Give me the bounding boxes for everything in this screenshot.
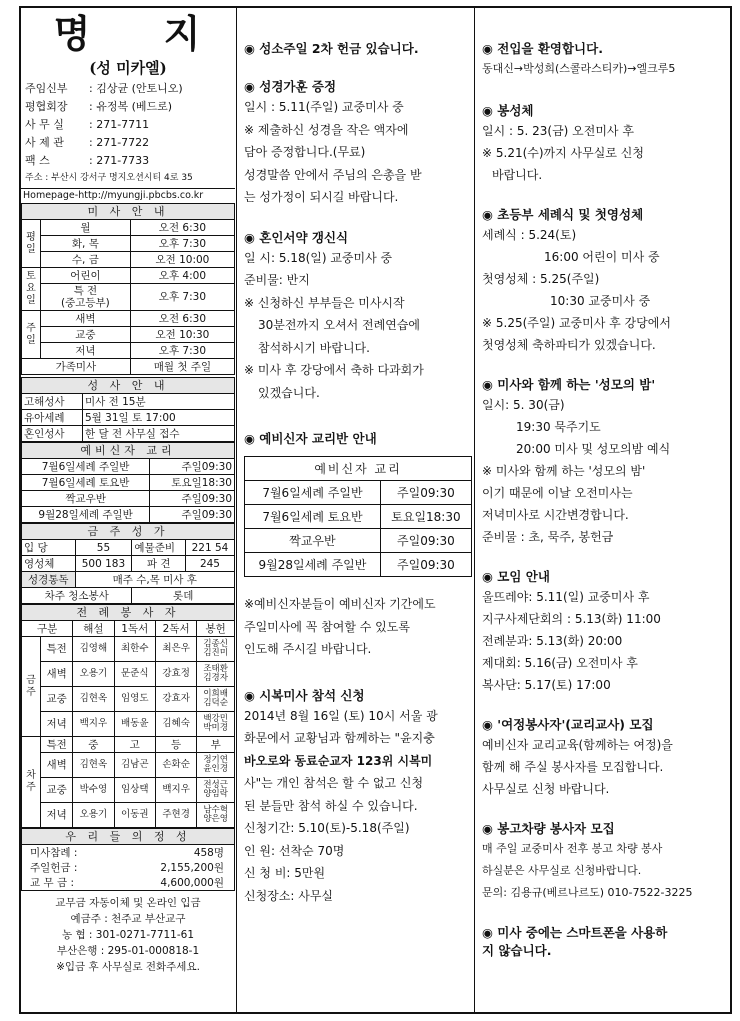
hymn-number: 55 (75, 540, 132, 556)
notice-line: 화문에서 교황님과 함께하는 "윤지충 (244, 731, 435, 745)
class-time: 주일09:30 (380, 481, 471, 505)
bible-reading-label: 성경통독 (22, 572, 76, 588)
bank-line: ※입금 후 사무실로 전화주세요. (56, 961, 200, 973)
notice-line: ※ 5.21(수)까지 사무실로 신청 (482, 146, 644, 160)
right-column (482, 8, 727, 960)
notice-line: 인도해 주시길 바랍니다. (244, 642, 372, 656)
notice-line: 참석하시기 바랍니다. (258, 340, 370, 355)
servers-col: 1독서 (114, 621, 155, 637)
notice-line: 30분전까지 오셔서 전례연습에 (258, 318, 421, 332)
mass-day: 특 전 (중고등부) (41, 284, 131, 311)
sacrament-info: 5월 31일 토 17:00 (83, 410, 235, 426)
server-name: 강효정 (155, 662, 196, 687)
class-time: 주일09:30 (150, 459, 235, 475)
servers-col: 봉헌 (197, 621, 235, 637)
notice-title: ◉ 봉고차량 봉사자 모집 (482, 821, 615, 836)
server-name: 백지우 (155, 778, 196, 803)
notice-title: ◉ 성소주일 2차 헌금 있습니다. (244, 41, 419, 56)
notice-line: 신 청 비: 5만원 (244, 866, 326, 880)
server-name: 이희배 김덕순 (197, 687, 235, 712)
catechumen-table-small (21, 442, 235, 523)
offering-label: 미사참례 : (22, 845, 114, 861)
notice-title: ◉ 모임 안내 (482, 569, 550, 584)
info-label: 팩 스 (25, 154, 50, 167)
notice-line: 사"는 개인 참석은 할 수 없고 신청 (244, 776, 424, 790)
server-name: 문준식 (114, 662, 155, 687)
server-name: 김종신 김진미 (197, 637, 235, 662)
info-value: : 271-7722 (89, 136, 150, 149)
notice-line: 준비물: 반지 (244, 273, 310, 287)
catechumen-table-header: 예비신자 교리 (245, 457, 472, 481)
mass-time: 오전 6:30 (130, 220, 234, 236)
mass-time: 오전 6:30 (130, 311, 234, 327)
sacrament-name: 고해성사 (22, 394, 83, 410)
info-label: 주임신부 (25, 82, 68, 95)
notice-title: ◉ 전입을 환영합니다. (482, 41, 603, 56)
notice-title: ◉ 초등부 세례식 및 첫영성체 (482, 207, 644, 222)
server-name: 백지우 (73, 712, 114, 737)
notice-line: 동대신→박성희(스콜라스티카)→엘크루5 (482, 62, 676, 75)
next-header-cell: 부 (197, 737, 235, 753)
servers-col: 구분 (22, 621, 73, 637)
class-name: 짝교우반 (22, 491, 150, 507)
server-name: 김현옥 (73, 687, 114, 712)
notice-line: ※ 미사와 함께 하는 '성모의 밤' (482, 464, 646, 478)
notice-title: ◉ 예비신자 교리반 안내 (244, 431, 377, 446)
next-header-cell: 등 (155, 737, 196, 753)
mass-schedule-table (21, 203, 235, 375)
sacrament-name: 유아세례 (22, 410, 83, 426)
notice-line: 준비물 : 초, 묵주, 봉헌금 (482, 530, 614, 544)
class-time: 주일09:30 (150, 507, 235, 523)
class-time: 토요일18:30 (380, 505, 471, 529)
column-divider (236, 8, 237, 1012)
offering-label: 주일헌금 : (22, 860, 114, 875)
mass-day: 수, 금 (41, 252, 131, 268)
server-mass: 새벽 (41, 753, 73, 778)
notice-line: 함께 해 주실 봉사자를 모집합니다. (482, 760, 664, 774)
hymn-number: 500 183 (75, 556, 132, 572)
offering-table (21, 828, 235, 891)
mass-day: 어린이 (41, 268, 131, 284)
notice-line: 지구사제단회의 : 5.13(화) 11:00 (482, 612, 661, 626)
cleaning-group: 롯데 (132, 588, 235, 604)
notice-line: 는 성가정이 되시길 바랍니다. (244, 190, 399, 204)
server-name: 김혜숙 (155, 712, 196, 737)
bank-line: 교무금 자동이체 및 온라인 입금 (55, 897, 201, 909)
server-name: 최한수 (114, 637, 155, 662)
notice-line: ※ 미사 후 강당에서 축하 다과회가 (244, 363, 424, 377)
notice-line: 인 원: 선착순 70명 (244, 843, 345, 858)
notice-line: 저녁미사로 시간변경합니다. (482, 508, 629, 522)
catechumen-table (244, 456, 472, 577)
offering-value: 458명 (114, 845, 235, 861)
hymn-header: 금 주 성 가 (22, 524, 235, 540)
class-name: 7월6일세례 토요반 (245, 505, 381, 529)
left-column (21, 8, 235, 975)
notice-line: ※ 제출하신 성경을 작은 액자에 (244, 122, 409, 137)
server-name: 임영도 (114, 687, 155, 712)
notice-line: 바랍니다. (492, 168, 543, 182)
mass-time: 오전 10:00 (130, 252, 234, 268)
notice-line: 첫영성체 : 5.25(주일) (482, 272, 600, 286)
class-name: 짝교우반 (245, 529, 381, 553)
server-name: 손화순 (155, 753, 196, 778)
servers-col: 2독서 (155, 621, 196, 637)
offering-value: 4,600,000원 (114, 875, 235, 891)
class-name: 7월6일세례 주일반 (22, 459, 150, 475)
middle-column (244, 8, 472, 907)
server-mass: 새벽 (41, 662, 73, 687)
hymn-table (21, 523, 235, 604)
notice-line: 복사단: 5.17(토) 17:00 (482, 678, 611, 692)
notice-line: 전례분과: 5.13(화) 20:00 (482, 634, 623, 648)
server-name: 오용기 (73, 803, 114, 828)
notice-line: 10:30 교중미사 중 (550, 294, 651, 308)
mass-day: 새벽 (41, 311, 131, 327)
notice-line: 문의: 김용규(베르나르도) 010-7522-3225 (482, 886, 693, 899)
mass-time: 오후 7:30 (130, 343, 234, 359)
next-header-cell: 중 (73, 737, 114, 753)
server-name: 김영해 (73, 637, 114, 662)
notice-line: 일시 : 5.11(주일) 교중미사 중 (244, 100, 404, 114)
mass-time: 오전 10:30 (130, 327, 234, 343)
next-week-label: 차주 (22, 737, 41, 828)
cleaning-label: 차주 청소봉사 (22, 588, 132, 604)
bulletin-subtitle: (성 미카엘) (89, 59, 167, 77)
notice-line: 신청장소: 사무실 (244, 888, 334, 903)
sacrament-name: 혼인성사 (22, 426, 83, 442)
notice-line: 이기 때문에 이날 오전미사는 (482, 486, 633, 500)
bank-line: 예금주 : 천주교 부산교구 (70, 913, 186, 925)
server-name: 최은우 (155, 637, 196, 662)
hymn-number: 221 54 (185, 540, 234, 556)
notice-line: 바오로와 동료순교자 123위 시복미 (244, 753, 433, 768)
notice-line: 주일미사에 꼭 참여할 수 있도록 (244, 619, 410, 634)
notice-line: 하실분은 사무실로 신청바랍니다. (482, 864, 642, 877)
notice-line: 20:00 미사 및 성모의밤 예식 (516, 442, 671, 456)
notice-line: ※ 5.25(주일) 교중미사 후 강당에서 (482, 316, 671, 330)
notice-line: ※예비신자분들이 예비신자 기간에도 (244, 597, 436, 611)
notice-line: 제대회: 5.16(금) 오전미사 후 (482, 656, 638, 670)
column-divider (474, 8, 475, 1012)
info-label: 사 무 실 (25, 118, 64, 131)
class-name: 9월28일세례 주일반 (22, 507, 150, 523)
notice-title: ◉ 봉성체 (482, 103, 534, 118)
bible-reading-time: 매주 수,목 미사 후 (75, 572, 234, 588)
next-header-cell: 특전 (41, 737, 73, 753)
notice-line: 예비신자 교리교육(함께하는 여정)을 (482, 738, 673, 752)
info-value: : 유정복 (베드로) (89, 100, 173, 113)
notice-line: 세례식 : 5.24(토) (482, 228, 577, 242)
info-label: 평협회장 (25, 100, 68, 113)
offering-label: 교 무 금 : (22, 875, 114, 891)
server-mass: 특전 (41, 637, 73, 662)
servers-header: 전 례 봉 사 자 (22, 605, 235, 621)
class-name: 7월6일세례 주일반 (245, 481, 381, 505)
notice-title: 지 않습니다. (482, 943, 552, 958)
server-mass: 교중 (41, 687, 73, 712)
server-name: 강효자 (155, 687, 196, 712)
notice-line: 일시: 5. 30(금) (482, 398, 565, 412)
catechumen-header: 예비신자 교리 (22, 443, 235, 459)
saturday-label: 토요일 (22, 268, 41, 311)
bank-line: 농 협 : 301-0271-7711-61 (61, 929, 195, 941)
server-name: 김남곤 (114, 753, 155, 778)
server-name: 오용기 (73, 662, 114, 687)
family-mass-label: 가족미사 (22, 359, 131, 375)
server-name: 박수영 (73, 778, 114, 803)
liturgy-servers-table (21, 604, 235, 828)
mass-day: 교중 (41, 327, 131, 343)
server-name: 김현옥 (73, 753, 114, 778)
info-label: 사 제 관 (25, 136, 64, 149)
class-name: 7월6일세례 토요반 (22, 475, 150, 491)
mass-time: 오후 7:30 (130, 284, 234, 311)
notice-line: 울뜨레야: 5.11(일) 교중미사 후 (482, 590, 650, 604)
sacrament-table (21, 377, 235, 442)
parish-homepage: Homepage-http://myungji.pbcbs.co.kr (21, 188, 235, 203)
bank-info (21, 891, 235, 975)
sacrament-info: 미사 전 15분 (83, 394, 235, 410)
notice-line: 매 주일 교중미사 전후 봉고 차량 봉사 (482, 842, 663, 855)
info-value: : 김상균 (안토니오) (89, 82, 183, 95)
notice-title: ◉ 미사 중에는 스마트폰을 사용하 (482, 925, 668, 940)
class-name: 9월28일세례 주일반 (245, 553, 381, 577)
sunday-label: 주일 (22, 311, 41, 359)
mass-day: 월 (41, 220, 131, 236)
notice-line: 사무실로 신청 바랍니다. (482, 782, 610, 796)
notice-title: ◉ '여정봉사자'(교리교사) 모집 (482, 717, 654, 732)
server-name: 남수혁 양은영 (197, 803, 235, 828)
servers-col: 해설 (73, 621, 114, 637)
notice-line: 담아 증정합니다.(무료) (244, 145, 366, 159)
parish-address: 주소 : 부산시 강서구 명지오션시티 4로 35 (25, 173, 193, 183)
server-name: 주현경 (155, 803, 196, 828)
notice-title: ◉ 혼인서약 갱신식 (244, 229, 349, 245)
notice-line: 일 시: 5.18(일) 교중미사 중 (244, 250, 393, 265)
hymn-label: 예물준비 (132, 540, 186, 556)
this-week-label: 금주 (22, 637, 41, 737)
notice-title: ◉ 미사와 함께 하는 '성모의 밤' (482, 377, 656, 392)
hymn-number: 245 (185, 556, 234, 572)
mass-day: 저녁 (41, 343, 131, 359)
info-value: : 271-7711 (89, 118, 150, 131)
offering-header: 우 리 들 의 정 성 (22, 829, 235, 845)
notice-line: 2014년 8월 16일 (토) 10시 서울 광 (244, 708, 438, 723)
class-time: 토요일18:30 (150, 475, 235, 491)
notice-line: 일시 : 5. 23(금) 오전미사 후 (482, 124, 634, 138)
server-mass: 저녁 (41, 712, 73, 737)
next-header-cell: 고 (114, 737, 155, 753)
mass-header: 미 사 안 내 (22, 204, 235, 220)
hymn-label: 영성체 (22, 556, 76, 572)
notice-line: ※ 신청하신 부부들은 미사시작 (244, 295, 405, 310)
notice-line: 첫영성체 축하파티가 있겠습니다. (482, 338, 656, 352)
notice-line: 있겠습니다. (258, 385, 320, 400)
sacrament-info: 한 달 전 사무실 접수 (83, 426, 235, 442)
server-name: 백강민 박미경 (197, 712, 235, 737)
offering-value: 2,155,200원 (114, 860, 235, 875)
class-time: 주일09:30 (380, 529, 471, 553)
server-mass: 교중 (41, 778, 73, 803)
server-name: 정기연 윤인경 (197, 753, 235, 778)
sacrament-header: 성 사 안 내 (22, 378, 235, 394)
server-name: 전성근 양임락 (197, 778, 235, 803)
weekday-label: 평일 (22, 220, 41, 268)
server-name: 조태환 김경자 (197, 662, 235, 687)
server-mass: 저녁 (41, 803, 73, 828)
mass-day: 화, 목 (41, 236, 131, 252)
mass-time: 오후 7:30 (130, 236, 234, 252)
class-time: 주일09:30 (150, 491, 235, 507)
bulletin-title: 명 지 (53, 11, 231, 56)
notice-title: ◉ 시복미사 참석 신청 (244, 687, 365, 703)
notice-line: 16:00 어린이 미사 중 (544, 250, 660, 264)
hymn-label: 입 당 (22, 540, 76, 556)
bank-line: 부산은행 : 295-01-000818-1 (56, 945, 200, 957)
server-name: 배동윤 (114, 712, 155, 737)
server-name: 임상택 (114, 778, 155, 803)
parish-info (21, 80, 235, 170)
notice-line: 된 분들만 참석 하실 수 있습니다. (244, 798, 418, 813)
hymn-label: 파 견 (132, 556, 186, 572)
mass-time: 오후 4:00 (130, 268, 234, 284)
info-value: : 271-7733 (89, 154, 150, 167)
class-time: 주일09:30 (380, 553, 471, 577)
notice-line: 19:30 묵주기도 (516, 420, 601, 434)
family-mass-time: 매월 첫 주일 (130, 359, 234, 375)
notice-line: 성경말씀 안에서 주님의 은총을 받 (244, 167, 422, 182)
notice-line: 신청기간: 5.10(토)-5.18(주일) (244, 821, 410, 835)
notice-title: ◉ 성경가훈 증정 (244, 79, 337, 94)
server-name: 이동권 (114, 803, 155, 828)
